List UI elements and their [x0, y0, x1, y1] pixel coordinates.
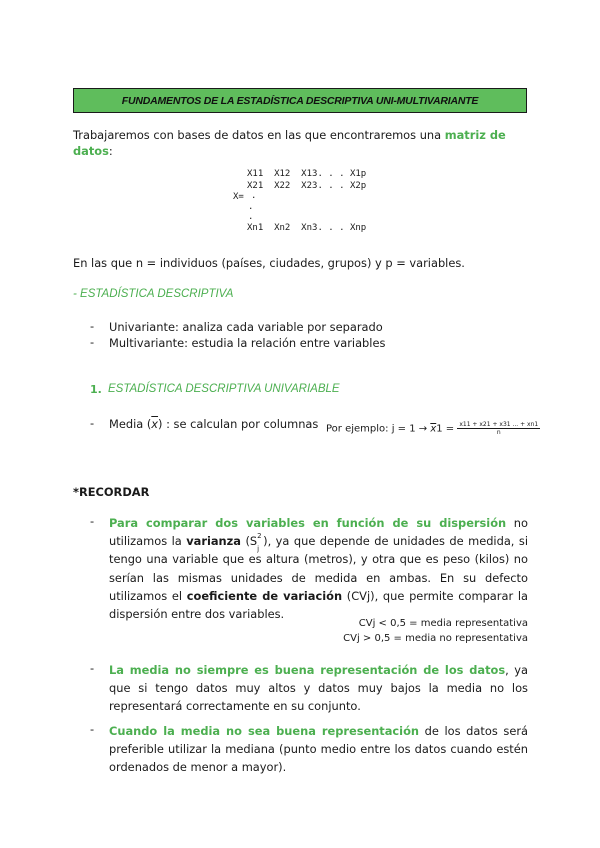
- cv-rules: [343, 616, 528, 646]
- matrix-label: X=: [233, 192, 244, 202]
- section-descriptiva: - ESTADÍSTICA DESCRIPTIVA: [73, 288, 234, 300]
- intro-end: :: [108, 144, 113, 158]
- bullet-media: [109, 661, 528, 715]
- media-suffix: ) : se calculan por columnas: [158, 417, 319, 431]
- bullet1-text: (S: [240, 534, 258, 549]
- matrix-row-n: Xn1 Xn2 Xn3. . . Xnp: [247, 223, 367, 233]
- media-symbol: $\overline{x}$: [151, 417, 159, 431]
- section-number: 1.: [90, 383, 102, 396]
- matrix-dot: .: [251, 191, 257, 201]
- bullet1-text: (CVj), que permite comparar la dispersión entre dos variables.: [109, 588, 528, 622]
- intro-paragraph: [73, 127, 533, 159]
- bullet3-highlight: Cuando la media no sea buena representación: [109, 724, 420, 738]
- matrix-dot: .: [248, 212, 254, 222]
- bullet-varianza: [109, 514, 528, 623]
- page-title: FUNDAMENTOS DE LA ESTADÍSTICA DESCRIPTIVA UNI-MULTIVARIANTE: [121, 94, 479, 107]
- bullet-dash: -: [90, 514, 95, 528]
- title-banner: [73, 88, 527, 113]
- bullet1-text: no utilizamos la: [109, 516, 528, 549]
- cv-line: CVj > 0,5 = media no representativa: [343, 633, 528, 644]
- example-xbar: $\overline{x}$: [430, 423, 437, 435]
- fraction-denominator: n: [496, 429, 501, 436]
- bullet-dash: -: [90, 722, 95, 736]
- example-prefix: Por ejemplo: j = 1 →: [326, 423, 431, 435]
- list-item: Univariante: analiza cada variable por separado: [109, 320, 383, 334]
- bullet1-bold-varianza: varianza: [186, 534, 241, 549]
- bullet1-bold-cv: coeficiente de variación: [186, 588, 343, 603]
- cv-line: CVj < 0,5 = media representativa: [358, 618, 528, 629]
- bullet-dash: -: [90, 661, 95, 675]
- example-sub: 1 =: [436, 423, 455, 435]
- recordar-heading: *RECORDAR: [73, 485, 150, 499]
- list-item: Multivariante: estudia la relación entre variables: [109, 336, 386, 350]
- matrix-row-1: X11 X12 X13. . . X1p: [247, 169, 367, 179]
- bullet-dash: -: [90, 319, 95, 333]
- fraction-numerator: x11 + x21 + x31 ... + xn1: [459, 421, 539, 428]
- example-fraction: [457, 421, 540, 436]
- bullet-dash: -: [90, 416, 95, 430]
- variables-line: En las que n = individuos (países, ciudades, grupos) y p = variables.: [73, 256, 465, 270]
- variance-indices: [257, 532, 263, 554]
- bullet2-highlight: La media no siempre es buena representación de los datos: [109, 663, 506, 677]
- bullet3-text: de los datos será preferible utilizar la mediana (punto medio entre los datos cuando estén ordenados de menor a mayor).: [109, 724, 528, 774]
- bullet-mediana: [109, 722, 528, 776]
- bullet1-highlight: Para comparar dos variables en función de su dispersión: [109, 516, 507, 530]
- intro-text: Trabajaremos con bases de datos en las que encontraremos una: [73, 128, 445, 142]
- intro-highlight: matriz de datos: [73, 128, 506, 158]
- bullet2-text: , ya que si tengo datos muy altos y datos muy bajos la media no los representará correctamente en su conjunto.: [109, 663, 528, 713]
- media-prefix: Media (: [109, 417, 152, 431]
- section-univariable: ESTADÍSTICA DESCRIPTIVA UNIVARIABLE: [108, 383, 340, 395]
- matrix-row-2: X21 X22 X23. . . X2p: [247, 181, 367, 191]
- variance-sup: 2: [257, 532, 262, 541]
- example-formula: [326, 421, 539, 436]
- variance-sub: j: [257, 545, 260, 554]
- matrix-dot: .: [248, 202, 254, 212]
- media-line: [109, 416, 318, 432]
- bullet1-text: ), ya que depende de unidades de medida, si tengo una variable que es altura (metros), y otra que es peso (kilos) no serían las mismas unidades de medida en ambas. En su defecto utilizamos el: [109, 534, 528, 603]
- bullet-dash: -: [90, 335, 95, 349]
